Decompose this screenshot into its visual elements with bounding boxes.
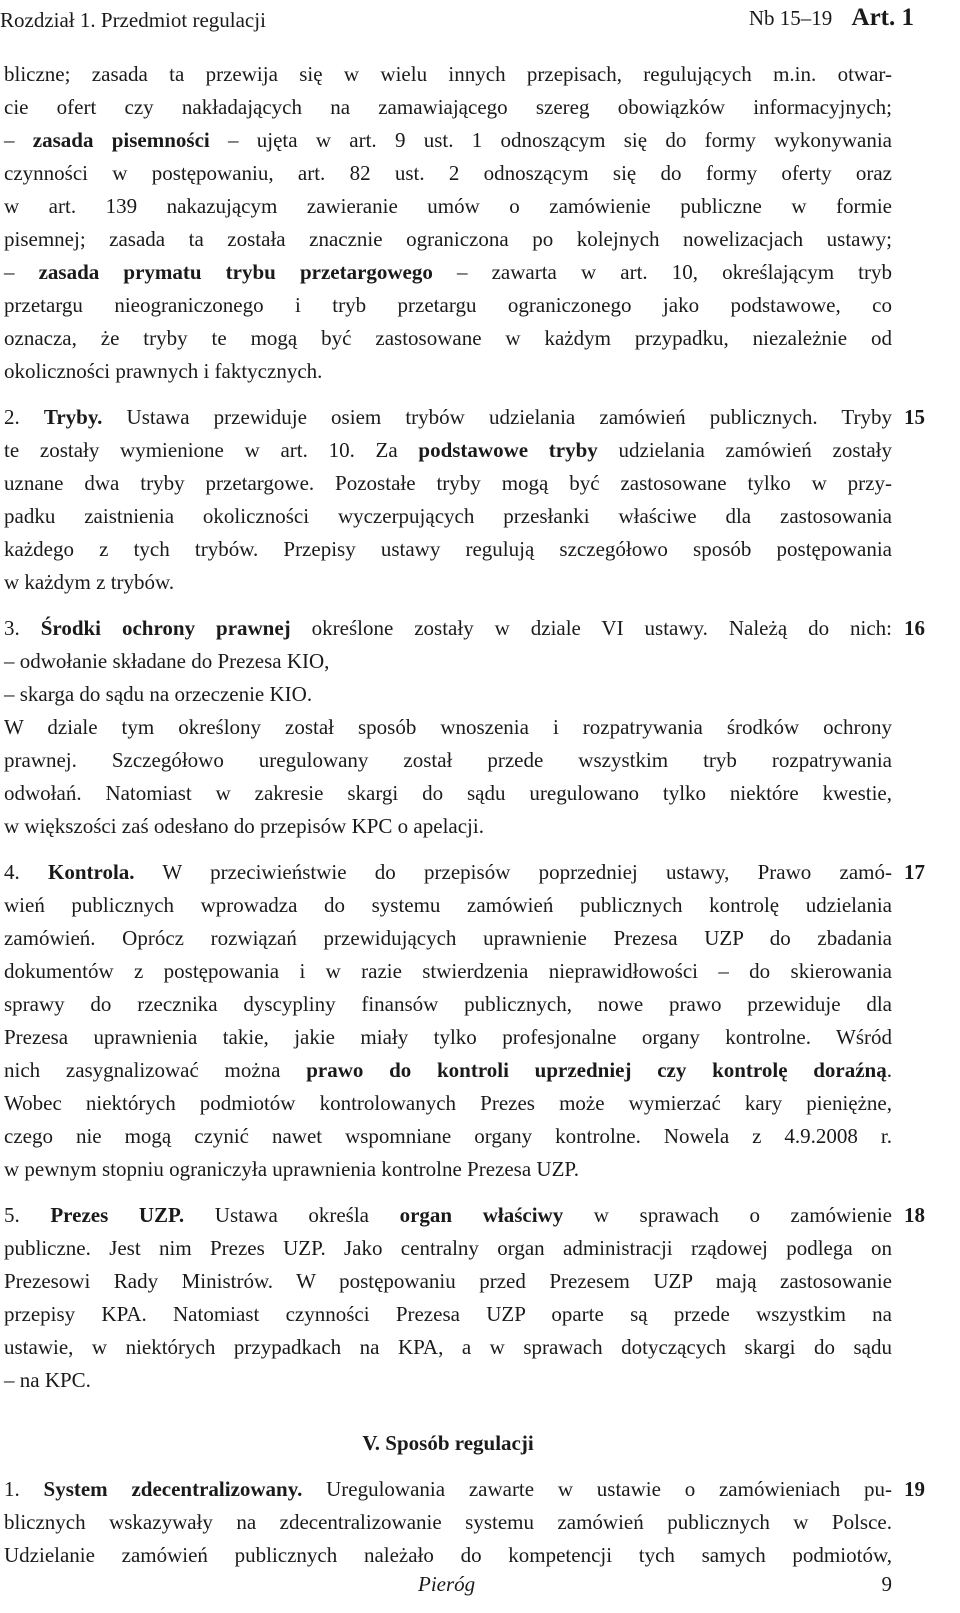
text-line: przetargu nieograniczonego i tryb przetargu ograniczonego jako podstawowe, co [4,293,892,317]
text-line: w większości zaś odesłano do przepisów KPC o apelacji. [4,814,484,838]
text-line: 2. Tryby. Ustawa przewiduje osiem trybów udzielania zamówień publicznych. Tryby 15 [4,401,892,434]
list-item: – odwołanie składane do Prezesa KIO, [4,649,330,673]
margin-number: 18 [904,1203,925,1227]
text-line: – na KPC. [4,1368,91,1392]
margin-number: 15 [904,405,925,429]
text-line: czynności w postępowaniu, art. 82 ust. 2 odnoszącym się do formy oferty oraz [4,161,892,185]
text-line: w każdym z trybów. [4,570,175,594]
margin-number: 19 [904,1477,925,1501]
text-line: Wobec niektórych podmiotów kontrolowanych Prezes może wymierzać kary pieniężne, [4,1091,892,1115]
bold-term: zasada prymatu trybu przetargowego [38,260,433,284]
text-line: okoliczności prawnych i faktycznych. [4,359,323,383]
text-line: oznacza, że tryby te mogą być zastosowane w każdym przypadku, niezależnie od [4,326,892,350]
page-body [4,58,925,1572]
text-line: uznane dwa tryby przetargowe. Pozostałe tryby mogą być zastosowane tylko w przy- [4,471,892,495]
article-label: Art. 1 [851,4,914,31]
text-line: 4. Kontrola. W przeciwieństwie do przepisów poprzedniej ustawy, Prawo zamó- 17 [4,856,892,889]
text-line: 1. System zdecentralizowany. Uregulowania zawarte w ustawie o zamówieniach pu- 19 [4,1473,892,1506]
text-line: publiczne. Jest nim Prezes UZP. Jako centralny organ administracji rządowej podlega on [4,1236,892,1260]
bold-term: zasada pisemności [32,128,210,152]
text-line: pisemnej; zasada ta została znacznie ograniczona po kolejnych nowelizacjach ustawy; [4,227,892,251]
text-line: Prezesa uprawnienia takie, jakie miały tylko profesjonalne organy kontrolne. Wśród [4,1025,892,1049]
text-line: Prezesowi Rady Ministrów. W postępowaniu przed Prezesem UZP mają zastosowanie [4,1269,892,1293]
chapter-title: Rozdział 1. Przedmiot regulacji [0,8,266,32]
text-line: Udzielanie zamówień publicznych należało do kompetencji tych samych podmiotów, [4,1543,892,1567]
section-heading: V. Sposób regulacji [362,1431,534,1455]
page-footer [0,1572,892,1602]
text-line: odwołań. Natomiast w zakresie skargi do sądu uregulowano tylko niektóre kwestie, [4,781,892,805]
text-line: nich zasygnalizować można prawo do kontroli uprzedniej czy kontrolę doraźną. [4,1058,892,1082]
text-line: dokumentów z postępowania i w razie stwierdzenia nieprawidłowości – do skierowania [4,959,892,983]
continued-paragraph [4,58,892,388]
paragraph-title: Środki ochrony prawnej [40,616,291,640]
text-line: prawnej. Szczegółowo uregulowany został przede wszystkim tryb rozpatrywania [4,748,892,772]
text-line: przepisy KPA. Natomiast czynności Prezesa UZP oparte są przede wszystkim na [4,1302,892,1326]
text-line: padku zaistnienia okoliczności wyczerpujących przesłanki właściwe dla zastosowania [4,504,892,528]
margin-number-range: Nb 15–19 [748,6,833,30]
text-line: każdego z tych trybów. Przepisy ustawy regulują szczegółowo sposób postępowania [4,537,892,561]
bold-term: podstawowe tryby [418,438,598,462]
paragraph-system-zdecentralizowany [4,1473,925,1572]
author-name: Pieróg [418,1572,476,1596]
paragraph-kontrola [4,856,925,1186]
paragraph-title: Kontrola. [48,860,135,884]
paragraph-prezes-uzp [4,1199,925,1397]
text-line: w pewnym stopniu ograniczyła uprawnienia kontrolne Prezesa UZP. [4,1157,580,1181]
running-header [0,4,914,34]
bold-term: organ właściwy [399,1203,564,1227]
text-line: cie ofert czy nakładających na zamawiającego szereg obowiązków informacyjnych; [4,95,892,119]
paragraph-title: System zdecentralizowany. [43,1477,303,1501]
paragraph-title: Tryby. [43,405,103,429]
text-line: – zasada prymatu trybu przetargowego – zawarta w art. 10, określającym tryb [4,260,893,284]
text-line: te zostały wymienione w art. 10. Za podstawowe tryby udzielania zamówień zostały [4,438,892,462]
margin-number: 17 [904,860,925,884]
text-line: W dziale tym określony został sposób wnoszenia i rozpatrywania środków ochrony [4,715,892,739]
margin-number: 16 [904,616,925,640]
text-line: 3. Środki ochrony prawnej określone zostały w dziale VI ustawy. Należą do nich: 16 [4,612,892,645]
text-line: sprawy do rzecznika dyscypliny finansów publicznych, nowe prawo przewiduje dla [4,992,892,1016]
text-line: 5. Prezes UZP. Ustawa określa organ właściwy w sprawach o zamówienie 18 [4,1199,892,1232]
text-line: ustawie, w niektórych przypadkach na KPA, a w sprawach dotyczących skargi do sądu [4,1335,892,1359]
text-line: w art. 139 nakazującym zawieranie umów o zamówienie publiczne w formie [4,194,892,218]
paragraph-tryby [4,401,925,599]
paragraph-srodki-ochrony [4,612,925,843]
paragraph-title: Prezes UZP. [50,1203,185,1227]
text-line: – zasada pisemności – ujęta w art. 9 ust. 1 odnoszącym się do formy wykonywania [4,128,893,152]
page-number: 9 [881,1572,892,1596]
header-reference [749,4,914,32]
bold-term: prawo do kontroli uprzedniej czy kontrolę doraźną [306,1058,887,1082]
text-line: bliczne; zasada ta przewija się w wielu innych przepisach, regulujących m.in. otwar- [4,62,892,86]
text-line: zamówień. Oprócz rozwiązań przewidujących uprawnienie Prezesa UZP do zbadania [4,926,892,950]
text-line: blicznych wskazywały na zdecentralizowanie systemu zamówień publicznych w Polsce. [4,1510,892,1534]
text-line: wień publicznych wprowadza do systemu zamówień publicznych kontrolę udzielania [4,893,892,917]
text-line: czego nie mogą czynić nawet wspomniane organy kontrolne. Nowela z 4.9.2008 r. [4,1124,892,1148]
list-item: – skarga do sądu na orzeczenie KIO. [4,682,313,706]
